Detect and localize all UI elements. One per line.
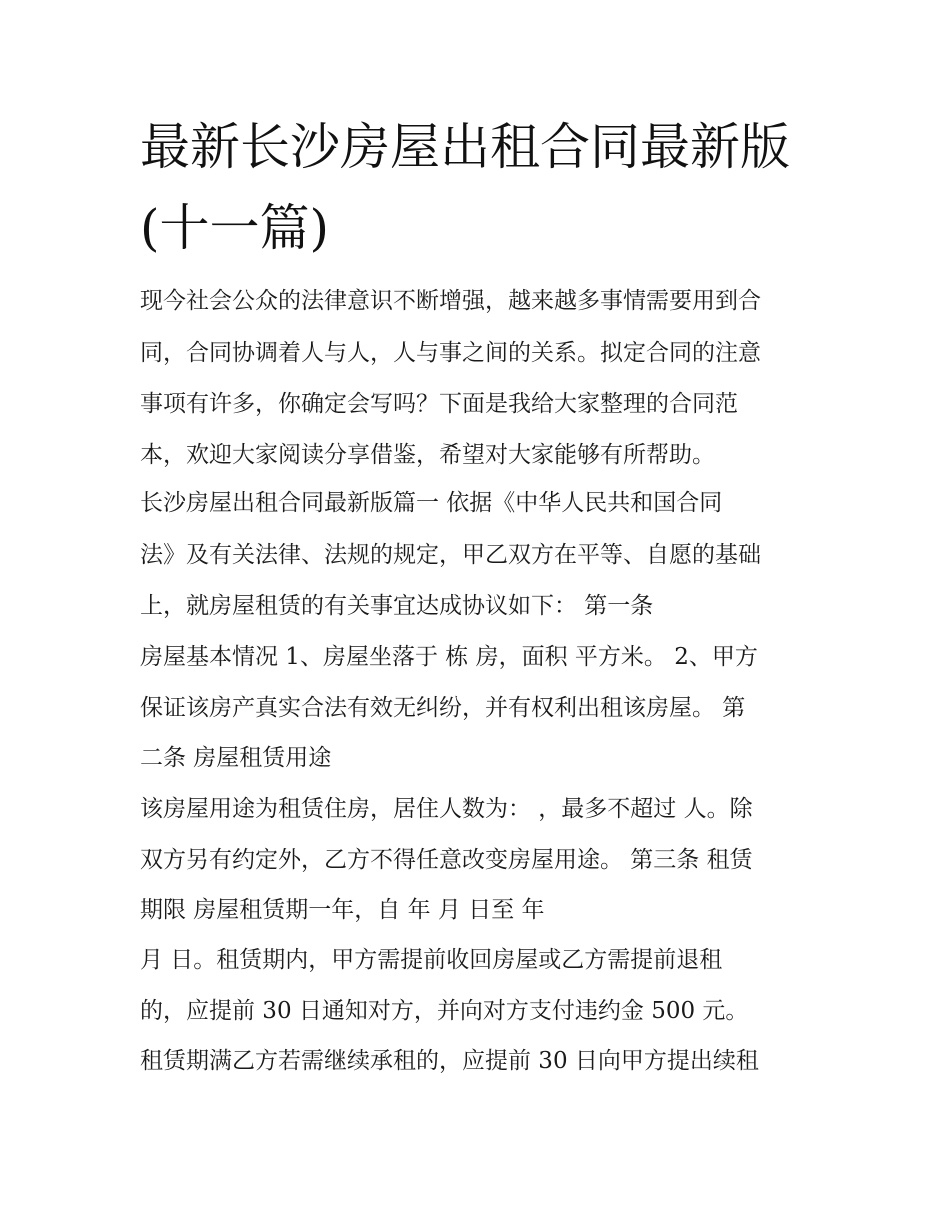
document-title-line-1: 最新长沙房屋出租合同最新版 bbox=[140, 118, 790, 176]
body-line-6: 法》及有关法律、法规的规定，甲乙双方在平等、自愿的基础 bbox=[140, 542, 761, 568]
body-line-11: 该房屋用途为租赁住房，居住人数为： ，最多不超过 人。除 bbox=[140, 796, 753, 822]
body-line-9: 保证该房产真实合法有效无纠纷，并有权利出租该房屋。 第 bbox=[140, 695, 746, 721]
body-line-14: 月 日。租赁期内，甲方需提前收回房屋或乙方需提前退租 bbox=[140, 947, 723, 973]
body-line-5: 长沙房屋出租合同最新版篇一 依据《中华人民共和国合同 bbox=[140, 490, 723, 516]
body-line-1: 现今社会公众的法律意识不断增强，越来越多事情需要用到合 bbox=[140, 288, 761, 314]
body-line-2: 同，合同协调着人与人，人与事之间的关系。拟定合同的注意 bbox=[140, 340, 761, 366]
body-line-16: 租赁期满乙方若需继续承租的，应提前 30 日向甲方提出续租 bbox=[140, 1048, 759, 1074]
body-line-10: 二条 房屋租赁用途 bbox=[140, 745, 332, 771]
body-line-3: 事项有许多，你确定会写吗？下面是我给大家整理的合同范 bbox=[140, 391, 738, 417]
body-line-13: 期限 房屋租赁期一年，自 年 月 日至 年 bbox=[140, 897, 545, 923]
body-line-4: 本，欢迎大家阅读分享借鉴，希望对大家能够有所帮助。 bbox=[140, 442, 715, 468]
body-line-7: 上，就房屋租赁的有关事宜达成协议如下： 第一条 bbox=[140, 593, 654, 619]
document-title-line-2: (十一篇) bbox=[140, 199, 330, 257]
body-line-15: 的，应提前 30 日通知对方，并向对方支付违约金 500 元。 bbox=[140, 998, 749, 1024]
body-line-12: 双方另有约定外，乙方不得任意改变房屋用途。 第三条 租赁 bbox=[140, 847, 753, 873]
body-line-8: 房屋基本情况 1、房屋坐落于 栋 房，面积 平方米。 2、甲方 bbox=[140, 644, 758, 670]
